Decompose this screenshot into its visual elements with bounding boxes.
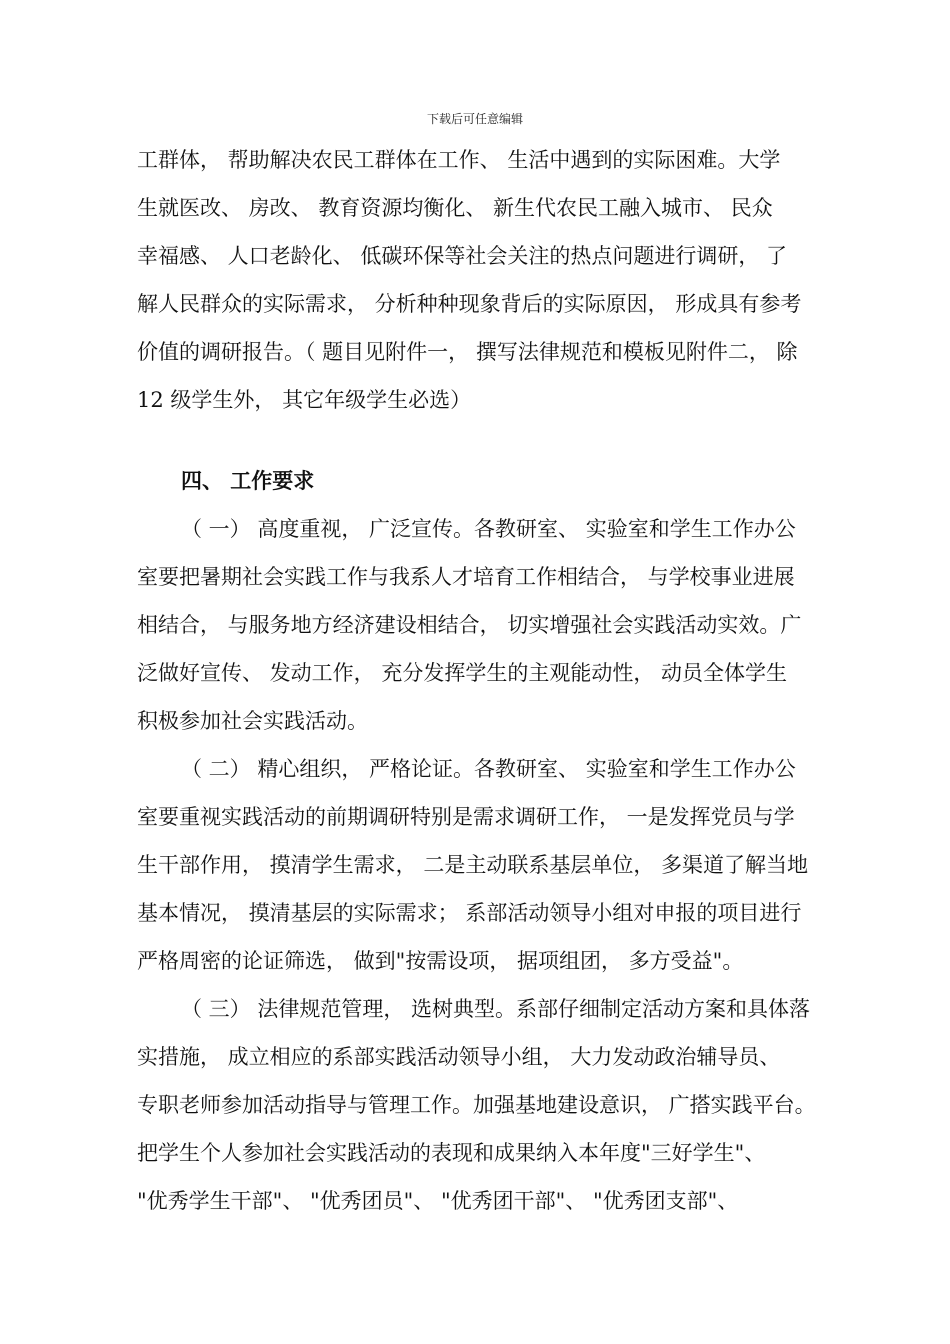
body-line: 价值的调研报告。（ 题目见附件一， 撰写法律规范和模板见附件二， 除 (137, 340, 798, 364)
body-line: 实措施， 成立相应的系部实践活动领导小组， 大力发动政治辅导员、 (137, 1045, 781, 1069)
body-line: （ 三） 法律规范管理， 选树典型。系部仔细制定活动方案和具体落 (181, 997, 811, 1021)
body-line: 12 级学生外， 其它年级学生必选） (137, 388, 472, 412)
body-line: （ 二） 精心组织， 严格论证。各教研室、 实验室和学生工作办公 (181, 757, 796, 781)
body-line: 积极参加社会实践活动。 (137, 709, 368, 733)
body-line: 室要重视实践活动的前期调研特别是需求调研工作， 一是发挥党员与学 (137, 805, 795, 829)
body-line: 专职老师参加活动指导与管理工作。加强基地建设意识， 广搭实践平台。 (137, 1093, 816, 1117)
body-line: 泛做好宣传、 发动工作， 充分发挥学生的主观能动性， 动员全体学生 (137, 661, 788, 685)
body-line: 相结合， 与服务地方经济建设相结合， 切实增强社会实践活动实效。广 (137, 613, 802, 637)
body-line: 幸福感、 人口老龄化、 低碳环保等社会关注的热点问题进行调研， 了 (137, 244, 788, 268)
body-line: 室要把暑期社会实践工作与我系人才培育工作相结合， 与学校事业进展 (137, 565, 795, 589)
body-line: 生就医改、 房改、 教育资源均衡化、 新生代农民工融入城市、 民众 (137, 196, 773, 220)
body-line: 严格周密的论证筛选， 做到"按需设项， 据项组团， 多方受益"。 (137, 949, 744, 973)
body-line: 把学生个人参加社会实践活动的表现和成果纳入本年度"三好学生"、 (137, 1141, 766, 1165)
body-line: （ 一） 高度重视， 广泛宣传。各教研室、 实验室和学生工作办公 (181, 517, 796, 541)
body-line: 工群体， 帮助解决农民工群体在工作、 生活中遇到的实际困难。大学 (137, 148, 781, 172)
body-line: 基本情况， 摸清基层的实际需求； 系部活动领导小组对申报的项目进行 (137, 901, 802, 925)
section-heading: 四、 工作要求 (181, 468, 315, 493)
page-header: 下载后可任意编辑 (426, 112, 523, 126)
body-line: 生干部作用， 摸清学生需求， 二是主动联系基层单位， 多渠道了解当地 (137, 853, 809, 877)
body-line: 解人民群众的实际需求， 分析种种现象背后的实际原因， 形成具有参考 (137, 292, 802, 316)
body-line: "优秀学生干部"、 "优秀团员"、 "优秀团干部"、 "优秀团支部"、 (137, 1189, 739, 1213)
